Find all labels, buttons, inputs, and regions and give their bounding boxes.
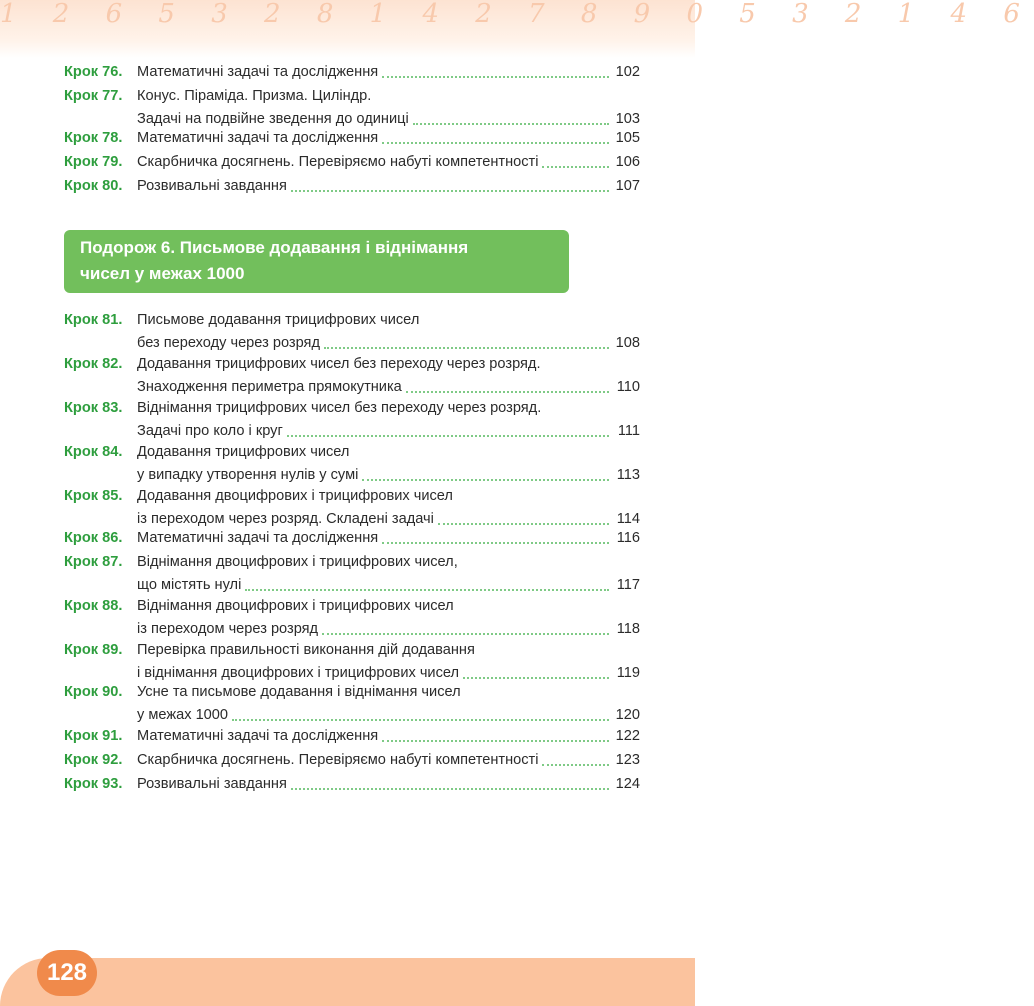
step-label: Крок 81. (64, 312, 123, 328)
dot-leader (324, 342, 609, 349)
entry-title: Додавання двоцифрових і трицифрових чисел (137, 488, 453, 504)
entry-title: Знаходження периметра прямокутника (137, 379, 402, 395)
page-ref: 113 (616, 467, 640, 483)
step-label: Крок 85. (64, 488, 123, 504)
entry-title: Математичні задачі та дослідження (137, 530, 379, 546)
dot-leader (438, 518, 609, 525)
chapter-heading (64, 230, 569, 293)
toc-entry (64, 485, 640, 531)
dot-leader (362, 474, 609, 481)
step-label: Крок 93. (64, 776, 123, 792)
entry-title: Усне та письмове додавання і віднімання чисел (137, 684, 461, 700)
step-label: Крок 89. (64, 642, 123, 658)
step-label: Крок 79. (64, 154, 123, 170)
page-ref: 103 (615, 111, 640, 127)
dot-leader (382, 71, 609, 78)
page-ref: 106 (615, 154, 640, 170)
entry-title: у випадку утворення нулів у сумі (137, 467, 359, 483)
page-number: 128 (37, 950, 97, 996)
page-ref: 123 (615, 752, 640, 768)
entry-title: Додавання трицифрових чисел без переходу через розряд. (137, 356, 541, 372)
chapter-heading-line-1: Подорож 6. Письмове додавання і віднімання (80, 238, 469, 257)
dot-leader (542, 759, 609, 766)
step-label: Крок 87. (64, 554, 123, 570)
entry-title: Конус. Піраміда. Призма. Циліндр. (137, 88, 372, 104)
entry-title: що містять нулі (137, 577, 242, 593)
toc-entry (64, 61, 640, 84)
step-label: Крок 76. (64, 64, 123, 80)
toc-entry (64, 397, 640, 443)
dot-leader (291, 783, 609, 790)
entry-title: із переходом через розряд (137, 621, 319, 637)
entry-title: Математичні задачі та дослідження (137, 728, 379, 744)
page-ref: 120 (615, 707, 640, 723)
toc-entry (64, 175, 640, 198)
step-label: Крок 88. (64, 598, 123, 614)
dot-leader (232, 714, 609, 721)
dot-leader (382, 137, 609, 144)
dot-leader (291, 185, 609, 192)
page-ref: 119 (616, 665, 640, 681)
entry-title: Розвивальні завдання (137, 178, 287, 194)
entry-title: без переходу через розряд (137, 335, 320, 351)
footer-decor-band (0, 958, 695, 1006)
step-label: Крок 92. (64, 752, 123, 768)
step-label: Крок 77. (64, 88, 123, 104)
step-label: Крок 78. (64, 130, 123, 146)
toc-entry (64, 441, 640, 487)
step-label: Крок 91. (64, 728, 123, 744)
step-label: Крок 83. (64, 400, 123, 416)
dot-leader (463, 672, 609, 679)
entry-title: Задачі на подвійне зведення до одиниці (137, 111, 409, 127)
entry-title: Задачі про коло і круг (137, 423, 283, 439)
page-ref: 114 (616, 511, 640, 527)
step-label: Крок 86. (64, 530, 123, 546)
toc-entry (64, 749, 640, 772)
dot-leader (245, 584, 609, 591)
page-ref: 102 (615, 64, 640, 80)
page-ref: 110 (616, 379, 640, 395)
entry-title: Віднімання двоцифрових і трицифрових чисел, (137, 554, 458, 570)
toc-entry (64, 309, 640, 355)
step-label: Крок 82. (64, 356, 123, 372)
page-ref: 122 (615, 728, 640, 744)
page-ref: 107 (615, 178, 640, 194)
dot-leader (382, 537, 609, 544)
dot-leader (406, 386, 609, 393)
toc-entry (64, 551, 640, 597)
dot-leader (382, 735, 609, 742)
toc-entry (64, 127, 640, 150)
entry-title: Розвивальні завдання (137, 776, 287, 792)
page-ref: 118 (616, 621, 640, 637)
entry-title: Математичні задачі та дослідження (137, 130, 379, 146)
entry-title: Додавання трицифрових чисел (137, 444, 350, 460)
entry-title: Скарбничка досягнень. Перевіряємо набуті компетентності (137, 154, 539, 170)
page-ref: 111 (617, 423, 640, 439)
toc-entry (64, 773, 640, 796)
entry-title: із переходом через розряд. Складені задачі (137, 511, 434, 527)
entry-title: Віднімання двоцифрових і трицифрових чисел (137, 598, 454, 614)
page-ref: 124 (615, 776, 640, 792)
entry-title: Письмове додавання трицифрових чисел (137, 312, 420, 328)
entry-title: у межах 1000 (137, 707, 229, 723)
toc-entry (64, 639, 640, 685)
toc-entry (64, 527, 640, 550)
toc-entry (64, 681, 640, 727)
dot-leader (322, 628, 609, 635)
chapter-heading-line-2: чисел у межах 1000 (80, 264, 245, 283)
step-label: Крок 90. (64, 684, 123, 700)
entry-title: Перевірка правильності виконання дій додавання (137, 642, 475, 658)
entry-title: Віднімання трицифрових чисел без переходу через розряд. (137, 400, 542, 416)
step-label: Крок 80. (64, 178, 123, 194)
step-label: Крок 84. (64, 444, 123, 460)
page-ref: 105 (615, 130, 640, 146)
dot-leader (287, 430, 609, 437)
entry-title: і віднімання двоцифрових і трицифрових чисел (137, 665, 460, 681)
toc-entry (64, 725, 640, 748)
entry-title: Скарбничка досягнень. Перевіряємо набуті компетентності (137, 752, 539, 768)
header-decor-band (0, 0, 1034, 58)
entry-title: Математичні задачі та дослідження (137, 64, 379, 80)
toc-entry (64, 85, 640, 131)
page-ref: 117 (616, 577, 640, 593)
decorative-digits: 1 2 6 5 3 2 8 1 4 2 7 8 9 0 5 3 2 1 4 6 (0, 0, 1034, 29)
dot-leader (542, 161, 609, 168)
page-ref: 108 (615, 335, 640, 351)
toc-entry (64, 595, 640, 641)
toc-entry (64, 353, 640, 399)
page-ref: 116 (616, 530, 640, 546)
toc-entry (64, 151, 640, 174)
dot-leader (413, 118, 609, 125)
